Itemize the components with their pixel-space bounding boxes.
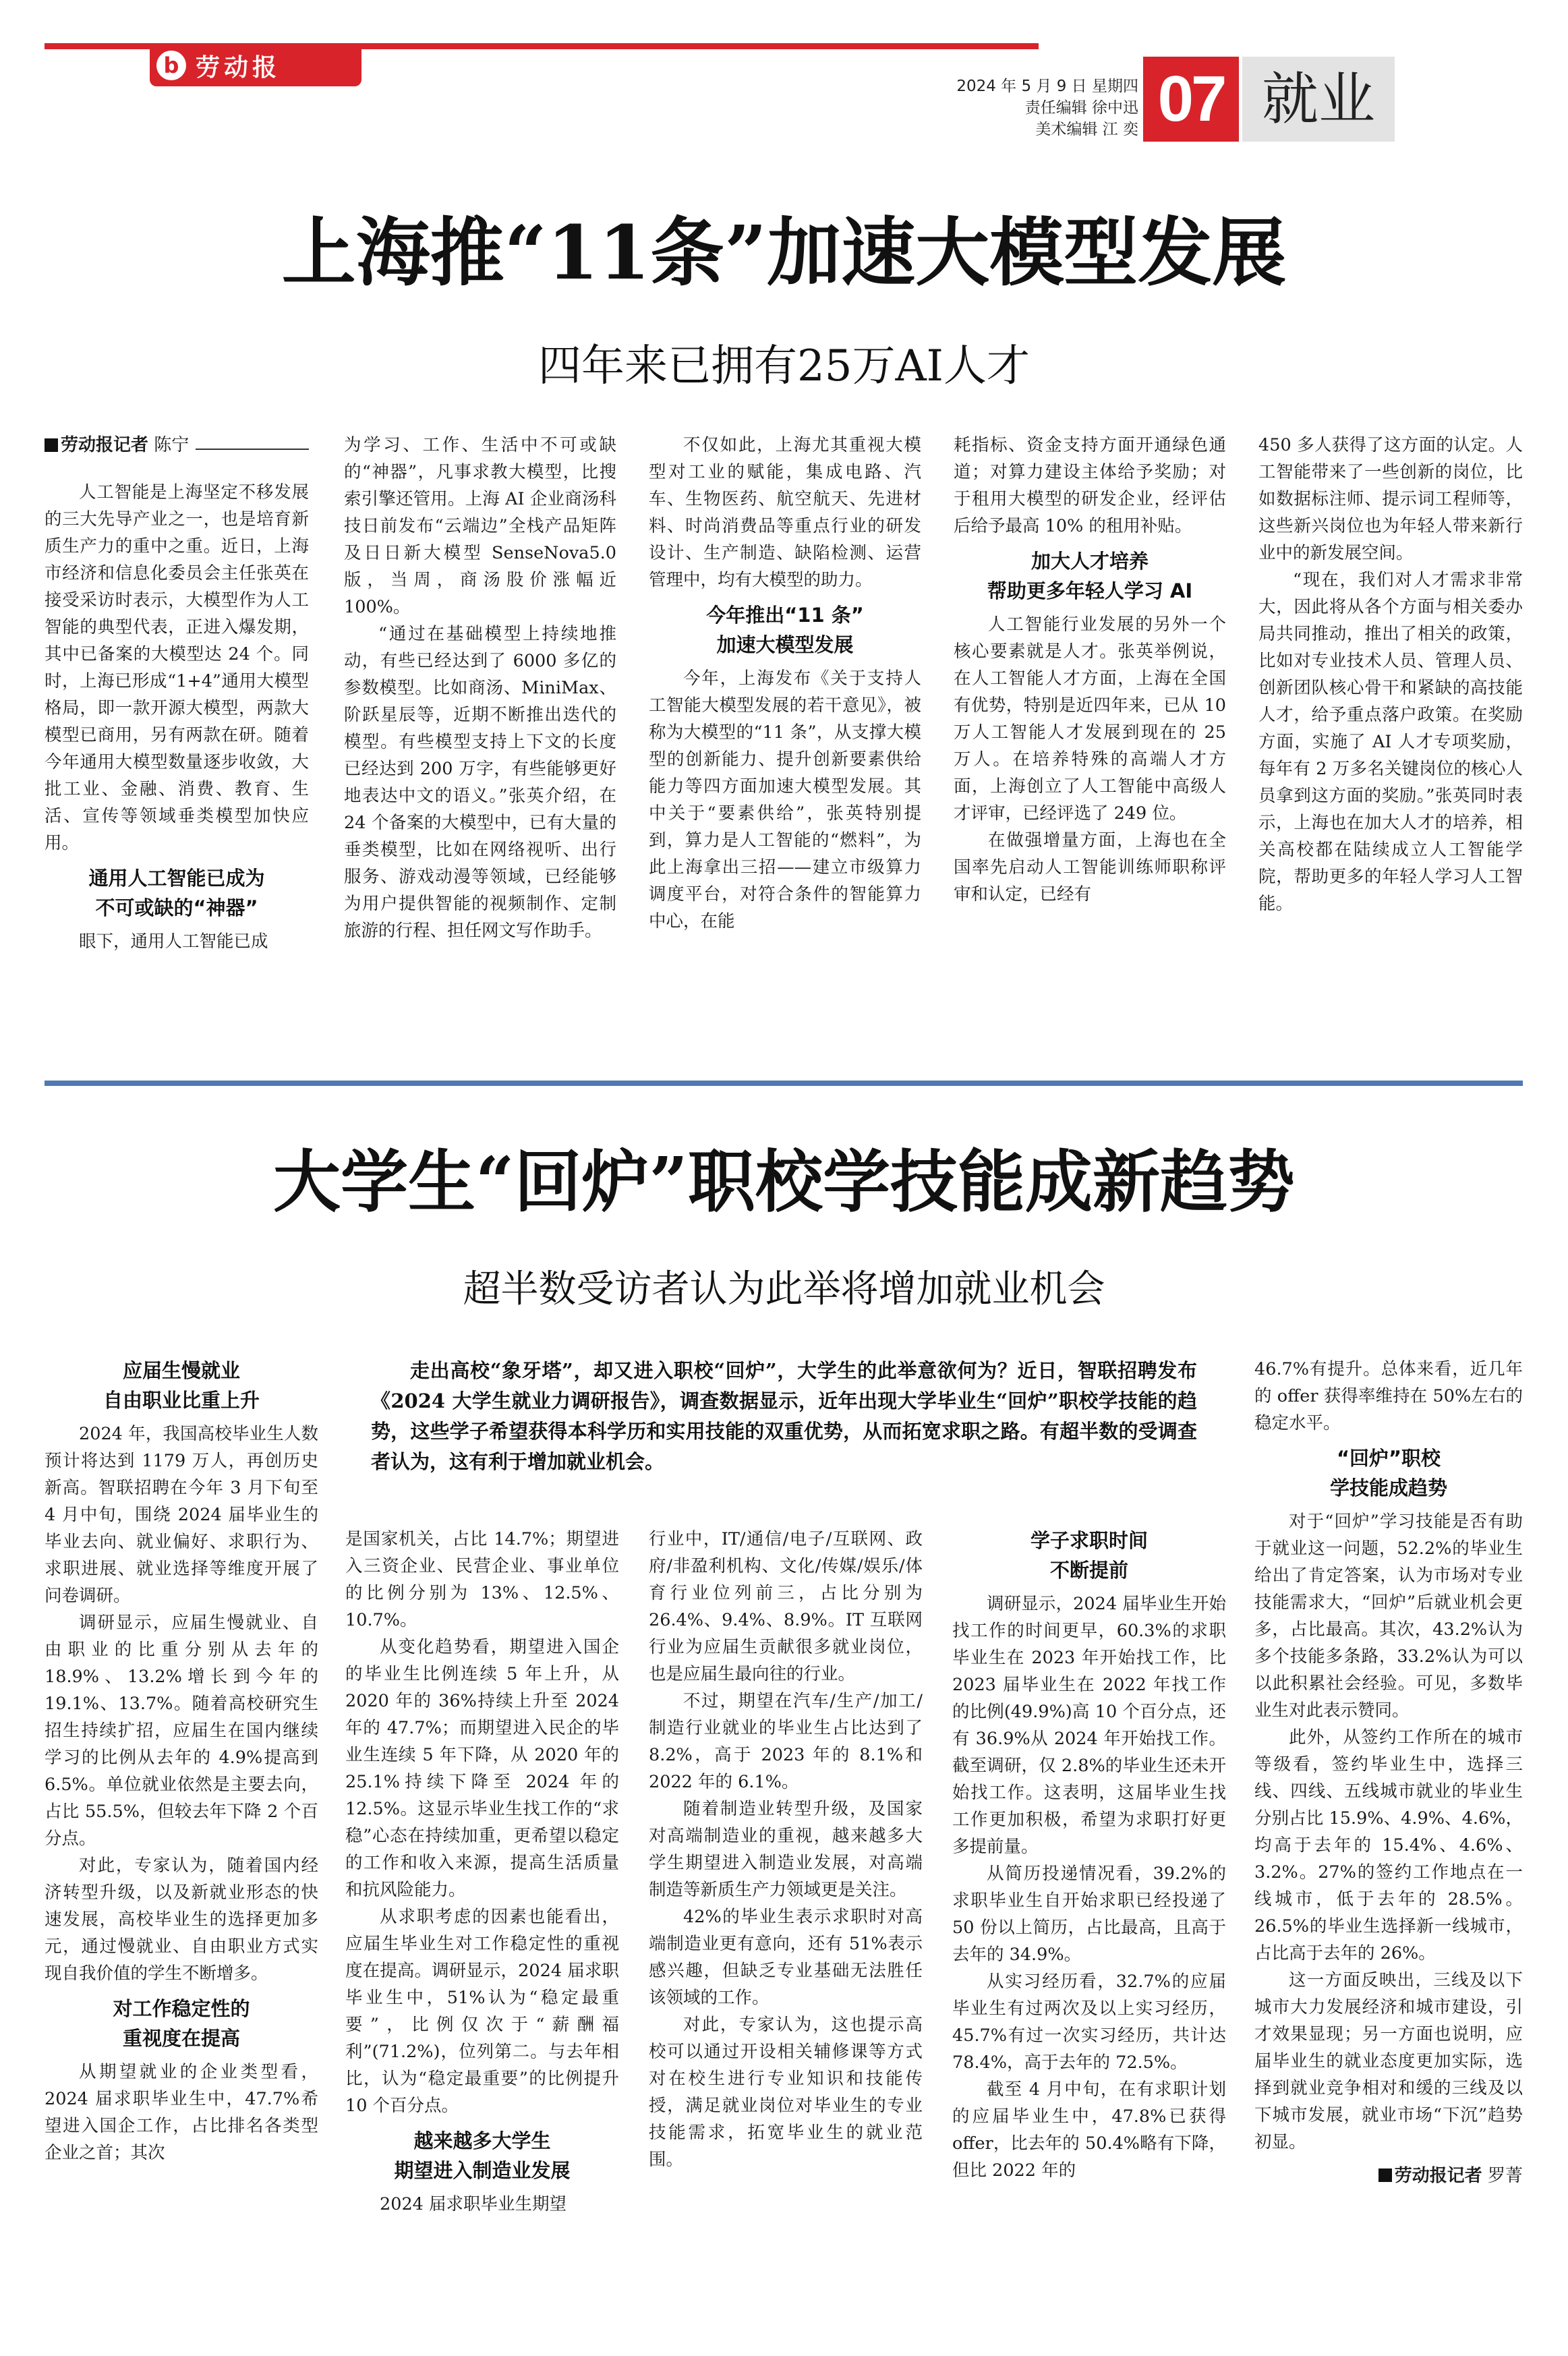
paragraph: 调研显示，2024 届毕业生开始找工作的时间更早，60.3%的求职毕业生在 2023 年开始找工作，比 2023 届毕业生在 2022 年找工作的比例(49.9%)高 10 个百分点，还有 36.9%从 2024 年开始找工作。截至调研，仅 2.8%的毕业生还未开始找工作。这表明，这届毕业生找工作更加积极，希望为求职打好更多提前量。 (952, 1594, 1226, 1857)
paragraph: 调研显示，应届生慢就业、自由职业的比重分别从去年的 18.9%、13.2%增长到今年的 19.1%、13.7%。随着高校研究生招生持续扩招，应届生在国内继续学习的比例从去年的 4.9%提高到 6.5%。单位就业依然是主要去向，占比 55.5%，但较去年下降 2 个百分点。 (45, 1613, 318, 1849)
article1-column-1 (45, 432, 309, 955)
subheading: 应届生慢就业 自由职业比重上升 (103, 1359, 260, 1412)
article1-column-5 (1258, 432, 1523, 917)
logo-icon: b (156, 51, 186, 80)
paragraph: 人工智能是上海坚定不移发展的三大先导产业之一，也是培育新质生产力的重中之重。近日，上海市经济和信息化委员会主任张英在接受采访时表示，大模型作为人工智能的典型代表，正进入爆发期，其中已备案的大模型达 24 个。同时，上海已形成“1+4”通用大模型格局，即一款开源大模型，两款大模型已商用，另有两款在研。随着今年通用大模型数量逐步收敛，大批工业、金融、消费、教育、生活、宣传等领域垂类模型加快应用。 (45, 482, 309, 853)
article2-column-3 (649, 1526, 923, 2173)
article2-headline: 大学生“回炉”职校学技能成新趋势 (272, 1142, 1296, 1222)
article2-subheadline: 超半数受访者认为此举将增加就业机会 (463, 1267, 1105, 1311)
article1-headline: 上海推“11条”加速大模型发展 (281, 209, 1287, 296)
article2-lead: 走出高校“象牙塔”，却又进入职校“回炉”，大学生的此举意欲何为？近日，智联招聘发布《2024 大学生就业力调研报告》，调查数据显示，近年出现大学毕业生“回炉”职校学技能的趋势，这些学子希望获得本科学历和实用技能的双重优势，从而拓宽求职之路。有超半数的受调查者认为，这有利于增加就业机会。 (371, 1359, 1197, 1473)
paragraph: 截至 4 月中旬，在有求职计划的应届毕业生中，47.8%已获得 offer，比去年的 50.4%略有下降，但比 2022 年的 (952, 2079, 1226, 2181)
article-divider (45, 1081, 1523, 1086)
paragraph: 随着制造业转型升级，及国家对高端制造业的重视，越来越多大学生期望进入制造业发展，对高端制造等新质生产力领域更是关注。 (649, 1799, 923, 1900)
paragraph: 不过，期望在汽车/生产/加工/制造行业就业的毕业生占比达到了 8.2%，高于 2023 年的 8.1%和 2022 年的 6.1%。 (649, 1691, 923, 1792)
paragraph: 从简历投递情况看，39.2%的求职毕业生自开始求职已经投递了 50 份以上简历，占比最高，且高于去年的 34.9%。 (952, 1864, 1226, 1965)
subheading: 学子求职时间 不断提前 (1030, 1529, 1148, 1582)
article1-column-3 (649, 432, 921, 935)
article2-byline: 劳动报记者 罗菁 (1254, 2161, 1523, 2191)
editor-line: 责任编辑 徐中迅 (1024, 99, 1138, 117)
paragraph: 今年，上海发布《关于支持人工智能大模型发展的若干意见》，被称为大模型的“11 条”，从支撑大模型的创新能力、提升创新要素供给能力等四方面加速大模型发展。其中关于“要素供给”，张英特别提到，算力是人工智能的“燃料”，为此上海拿出三招——建立市级算力调度平台，对符合条件的智能算力中心，在能 (649, 668, 921, 931)
paragraph: 2024 年，我国高校毕业生人数预计将达到 1179 万人，再创历史新高。智联招聘在今年 3 月下旬至 4 月中旬，围绕 2024 届毕业生的毕业去向、就业偏好、求职行为、求职进展、就业选择等维度开展了问卷调研。 (45, 1424, 318, 1606)
paragraph: 对于“回炉”学习技能是否有助于就业这一问题，52.2%的毕业生给出了肯定答案，认为市场对专业技能需求大，“回炉”后就业机会更多，占比最高。其次，43.2%认为多个技能多条路，33.2%认为可以以此积累社会经验。可见，多数毕业生对此表示赞同。 (1254, 1512, 1523, 1721)
paragraph: 人工智能行业发展的另外一个核心要素就是人才。张英举例说，在人工智能人才方面，上海在全国有优势，特别是近四年来，已从 10 万人工智能人才发展到现在的 25 万人。在培养特殊的高端人才方面，上海创立了人工智能中高级人才评审，已经评选了 249 位。 (954, 614, 1226, 824)
article2-column-1 (45, 1356, 318, 2166)
newspaper-logo (150, 45, 361, 86)
paragraph: 行业中，IT/通信/电子/互联网、政府/非盈利机构、文化/传媒/娱乐/体育行业位列前三，占比分别为 26.4%、9.4%、8.9%。IT 互联网行业为应届生贡献很多就业岗位，也是应届生最向往的行业。 (649, 1529, 923, 1684)
paragraph: “通过在基础模型上持续地推动，有些已经达到了 6000 多亿的参数模型。比如商汤、MiniMax、阶跃星辰等，近期不断推出迭代的模型。有些模型支持上下文的长度已经达到 200 万字，有些能够更好地表达中文的语义。”张英介绍，在 24 个备案的大模型中，已有大量的垂类模型，比如在网络视听、出行服务、游戏动漫等领域，已经能够为用户提供智能的视频制作、定制旅游的行程、担任网文写作助手。 (344, 624, 616, 941)
issue-date: 2024 年 5 月 9 日 星期四 (956, 78, 1138, 95)
subheading: 对工作稳定性的 重视度在提高 (113, 1997, 250, 2050)
subheading: “回炉”职校 学技能成趋势 (1329, 1447, 1447, 1499)
article1-subheadline: 四年来已拥有25万AI人才 (538, 341, 1030, 391)
paragraph: 眼下，通用人工智能已成 (79, 931, 268, 952)
subheading: 加大人才培养 帮助更多年轻人学习 AI (987, 550, 1193, 602)
section-name: 就业 (1242, 57, 1395, 142)
article2-column-2 (345, 1526, 619, 2218)
art-editor-line: 美术编辑 江 奕 (1035, 121, 1138, 138)
paragraph: 这一方面反映出，三线及以下城市大力发展经济和城市建设，引才效果显现；另一方面也说明，应届毕业生的就业态度更加实际，选择到就业竞争相对和缓的三线及以下城市发展，就业市场“下沉”趋势初显。 (1254, 1970, 1523, 2152)
article2-column-5 (1254, 1356, 1523, 2191)
paragraph: 耗指标、资金支持方面开通绿色通道；对算力建设主体给予奖励；对于租用大模型的研发企业，经评估后给予最高 10% 的租用补贴。 (954, 435, 1226, 536)
byline-square-icon (45, 438, 58, 452)
subheading: 今年推出“11 条” 加速大模型发展 (706, 604, 864, 656)
subheading: 通用人工智能已成为 不可或缺的“神器” (88, 867, 265, 919)
article1-column-2 (344, 432, 616, 944)
paragraph: 46.7%有提升。总体来看，近几年的 offer 获得率维持在 50%左右的稳定水平。 (1254, 1359, 1523, 1433)
article1-column-4 (954, 432, 1226, 908)
paragraph: 2024 届求职毕业生期望 (380, 2194, 567, 2214)
paragraph: 从变化趋势看，期望进入国企的毕业生比例连续 5 年上升，从 2020 年的 36%持续上升至 2024 年的 47.7%；而期望进入民企的毕业生连续 5 年下降，从 2020 年的 25.1%持续下降至 2024 年的 12.5%。这显示毕业生找工作的“求稳”心态在持续加重，更希望以稳定的工作和收入来源，提高生活质量和抗风险能力。 (345, 1637, 619, 1900)
paragraph: 在做强增量方面，上海也在全国率先启动人工智能训练师职称评审和认定，已经有 (954, 830, 1226, 904)
paragraph: 对此，专家认为，随着国内经济转型升级，以及新就业形态的快速发展，高校毕业生的选择更加多元，通过慢就业、自由职业方式实现自我价值的学生不断增多。 (45, 1856, 318, 1984)
article2-column-4 (952, 1526, 1226, 2184)
paragraph: 是国家机关，占比 14.7%；期望进入三资企业、民营企业、事业单位的比例分别为 13%、12.5%、10.7%。 (345, 1529, 619, 1630)
paragraph: 此外，从签约工作所在的城市等级看，签约毕业生中，选择三线、四线、五线城市就业的毕业生分别占比 15.9%、4.9%、4.6%，均高于去年的 15.4%、4.6%、3.2%。27%的签约工作地点在一线城市，低于去年的 28.5%。26.5%的毕业生选择新一线城市，占比高于去年的 26%。 (1254, 1727, 1523, 1963)
paragraph: 从期望就业的企业类型看，2024 届求职毕业生中，47.7%希望进入国企工作，占比排名各类型企业之首；其次 (45, 2062, 318, 2163)
section-number: 07 (1143, 57, 1239, 142)
paragraph: “现在，我们对人才需求非常大，因此将从各个方面与相关委办局共同推动，推出了相关的政策，比如对专业技术人员、管理人员、创新团队核心骨干和紧缺的高技能人才，给予重点落户政策。在奖励方面，实施了 AI 人才专项奖励，每年有 2 万多名关键岗位的核心人员拿到这方面的奖励。”张英同时表示，上海也在加大人才的培养，相关高校都在陆续成立人工智能学院，帮助更多的年轻人学习人工智能。 (1258, 570, 1523, 914)
paragraph: 42%的毕业生表示求职时对高端制造业更有意向，还有 51%表示感兴趣，但缺乏专业基础无法胜任该领域的工作。 (649, 1907, 923, 2008)
paragraph: 为学习、工作、生活中不可或缺的“神器”，凡事求教大模型，比搜索引擎还管用。上海 AI 企业商汤科技日前发布“云端边”全栈产品矩阵及日日新大模型 SenseNova5.0 版，当周，商汤股价涨幅近 100%。 (344, 435, 616, 617)
paragraph: 从实习经历看，32.7%的应届毕业生有过两次及以上实习经历，45.7%有过一次实习经历，共计达 78.4%，高于去年的 72.5%。 (952, 1972, 1226, 2073)
paragraph: 从求职考虑的因素也能看出，应届生毕业生对工作稳定性的重视度在提高。调研显示，2024 届求职毕业生中，51%认为“稳定最重要”，比例仅次于“薪酬福利”(71.2%)，位列第二。与去年相比，认为“稳定最重要”的比例提升 10 个百分点。 (345, 1907, 619, 2116)
article1-byline: 劳动报记者 陈宁 (45, 432, 309, 459)
issue-meta (931, 76, 1138, 140)
paragraph: 不仅如此，上海尤其重视大模型对工业的赋能，集成电路、汽车、生物医药、航空航天、先进材料、时尚消费品等重点行业的研发设计、生产制造、缺陷检测、运营管理中，均有大模型的助力。 (649, 435, 921, 590)
paragraph: 对此，专家认为，这也提示高校可以通过开设相关辅修课等方式对在校生进行专业知识和技能传授，满足就业岗位对毕业生的专业技能需求，拓宽毕业生的就业范围。 (649, 2015, 923, 2170)
paragraph: 450 多人获得了这方面的认定。人工智能带来了一些创新的岗位，比如数据标注师、提示词工程师等，这些新兴岗位也为年轻人带来新行业中的新发展空间。 (1258, 435, 1523, 563)
logo-text: 劳动报 (196, 53, 281, 82)
byline-square-icon (1378, 2168, 1392, 2182)
subheading: 越来越多大学生 期望进入制造业发展 (394, 2129, 571, 2182)
